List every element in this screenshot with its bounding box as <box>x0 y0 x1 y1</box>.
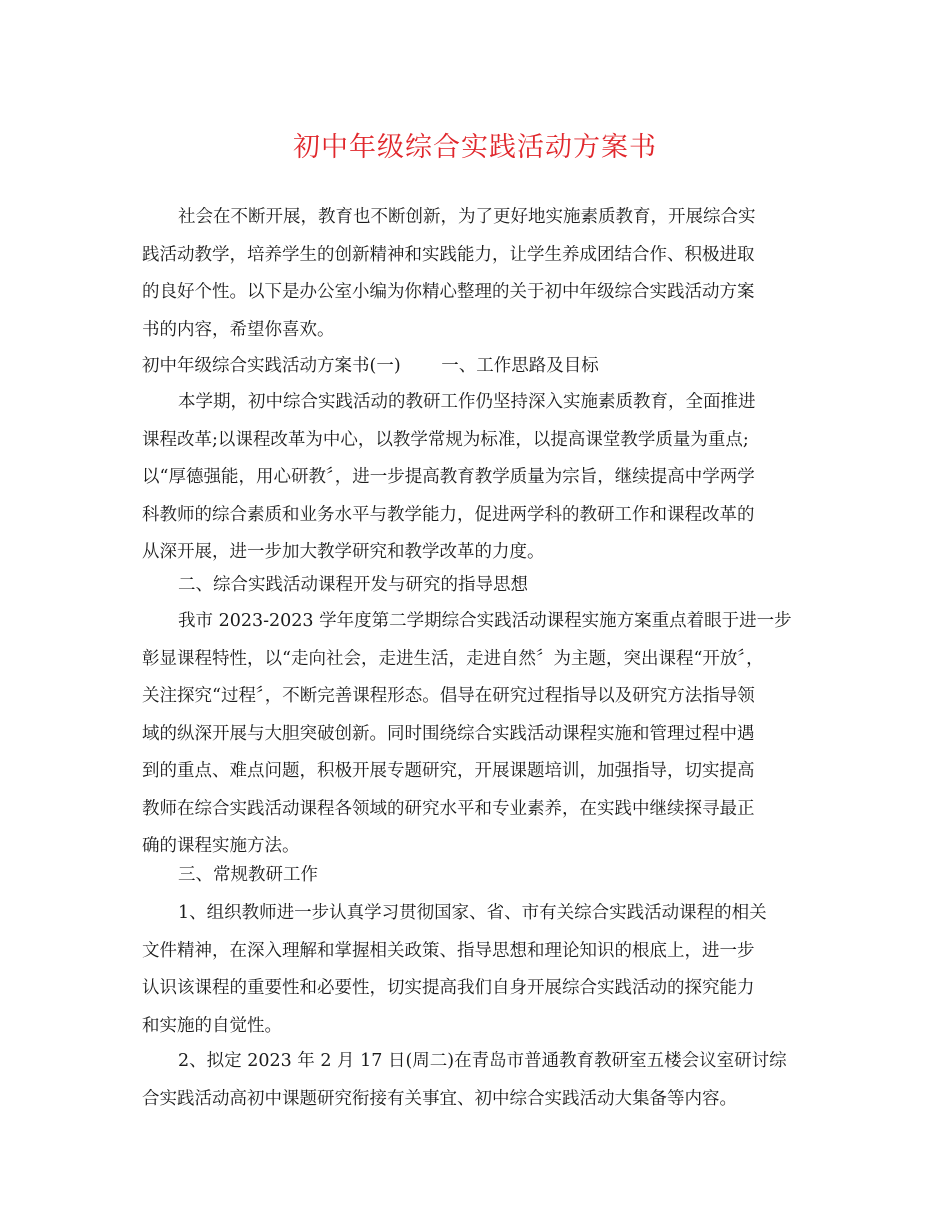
paragraph-line: 域的纵深开展与大胆突破创新。同时围绕综合实践活动课程实施和管理过程中遇 <box>142 723 755 744</box>
paragraph-line: 2、拟定 2023 年 2 月 17 日(周二)在青岛市普通教育教研室五楼会议室研讨综 <box>178 1051 787 1071</box>
goals-paragraph <box>142 384 812 572</box>
paragraph-line: 文件精神，在深入理解和掌握相关政策、指导思想和理论知识的根底上，进一步 <box>142 940 755 961</box>
list-item-1 <box>142 895 812 1045</box>
intro-line: 社会在不断开展，教育也不断创新，为了更好地实施素质教育，开展综合实 <box>178 207 756 227</box>
intro-line: 践活动教学，培养学生的创新精神和实践能力，让学生养成团结合作、积极进取 <box>142 244 755 265</box>
paragraph-line: 1、组织教师进一步认真学习贯彻国家、省、市有关综合实践活动课程的相关 <box>178 903 767 923</box>
paragraph-line: 彰显课程特性，以“走向社会，走进生活，走进自然〞为主题，突出课程“开放〞， <box>142 648 764 669</box>
guidance-paragraph <box>142 603 812 866</box>
paragraph-line: 本学期，初中综合实践活动的教研工作仍坚持深入实施素质教育，全面推进 <box>178 392 756 412</box>
paragraph-line: 到的重点、难点问题，积极开展专题研究，开展课题培训，加强指导，切实提高 <box>142 761 755 781</box>
paragraph-line: 和实施的自觉性。 <box>142 1015 282 1036</box>
paragraph-line: 合实践活动高初中课题研究衔接有关事宜、初中综合实践活动大集备等内容。 <box>142 1088 737 1109</box>
section-heading-3: 三、常规教研工作 <box>178 865 318 885</box>
intro-paragraph <box>142 199 812 349</box>
paragraph-line: 我市 2023-2023 学年度第二学期综合实践活动课程实施方案重点着眼于进一步 <box>178 611 792 631</box>
document-title: 初中年级综合实践活动方案书 <box>293 132 657 163</box>
list-item-2 <box>142 1043 812 1118</box>
paragraph-line: 科教师的综合素质和业务水平与教学能力，促进两学科的教研工作和课程改革的 <box>142 504 755 525</box>
paragraph-line: 课程改革;以课程改革为中心，以教学常规为标准，以提高课堂教学质量为重点; <box>142 429 749 450</box>
intro-line: 的良好个性。以下是办公室小编为你精心整理的关于初中年级综合实践活动方案 <box>142 282 755 302</box>
subtitle-heading-line: 初中年级综合实践活动方案书(一) 一、工作思路及目标 <box>142 356 599 376</box>
intro-line: 书的内容，希望你喜欢。 <box>142 319 335 340</box>
section-heading-2: 二、综合实践活动课程开发与研究的指导思想 <box>178 575 528 595</box>
paragraph-line: 关注探究“过程〞，不断完善课程形态。倡导在研究过程指导以及研究方法指导领 <box>142 686 755 706</box>
paragraph-line: 以“厚德强能，用心研教〞，进一步提高教育教学质量为宗旨，继续提高中学两学 <box>142 467 755 487</box>
paragraph-line: 从深开展，进一步加大教学研究和教学改革的力度。 <box>142 542 545 562</box>
paragraph-line: 确的课程实施方法。 <box>142 836 300 856</box>
paragraph-line: 认识该课程的重要性和必要性，切实提高我们自身开展综合实践活动的探究能力 <box>142 978 755 998</box>
paragraph-line: 教师在综合实践活动课程各领域的研究水平和专业素养，在实践中继续探寻最正 <box>142 798 755 819</box>
